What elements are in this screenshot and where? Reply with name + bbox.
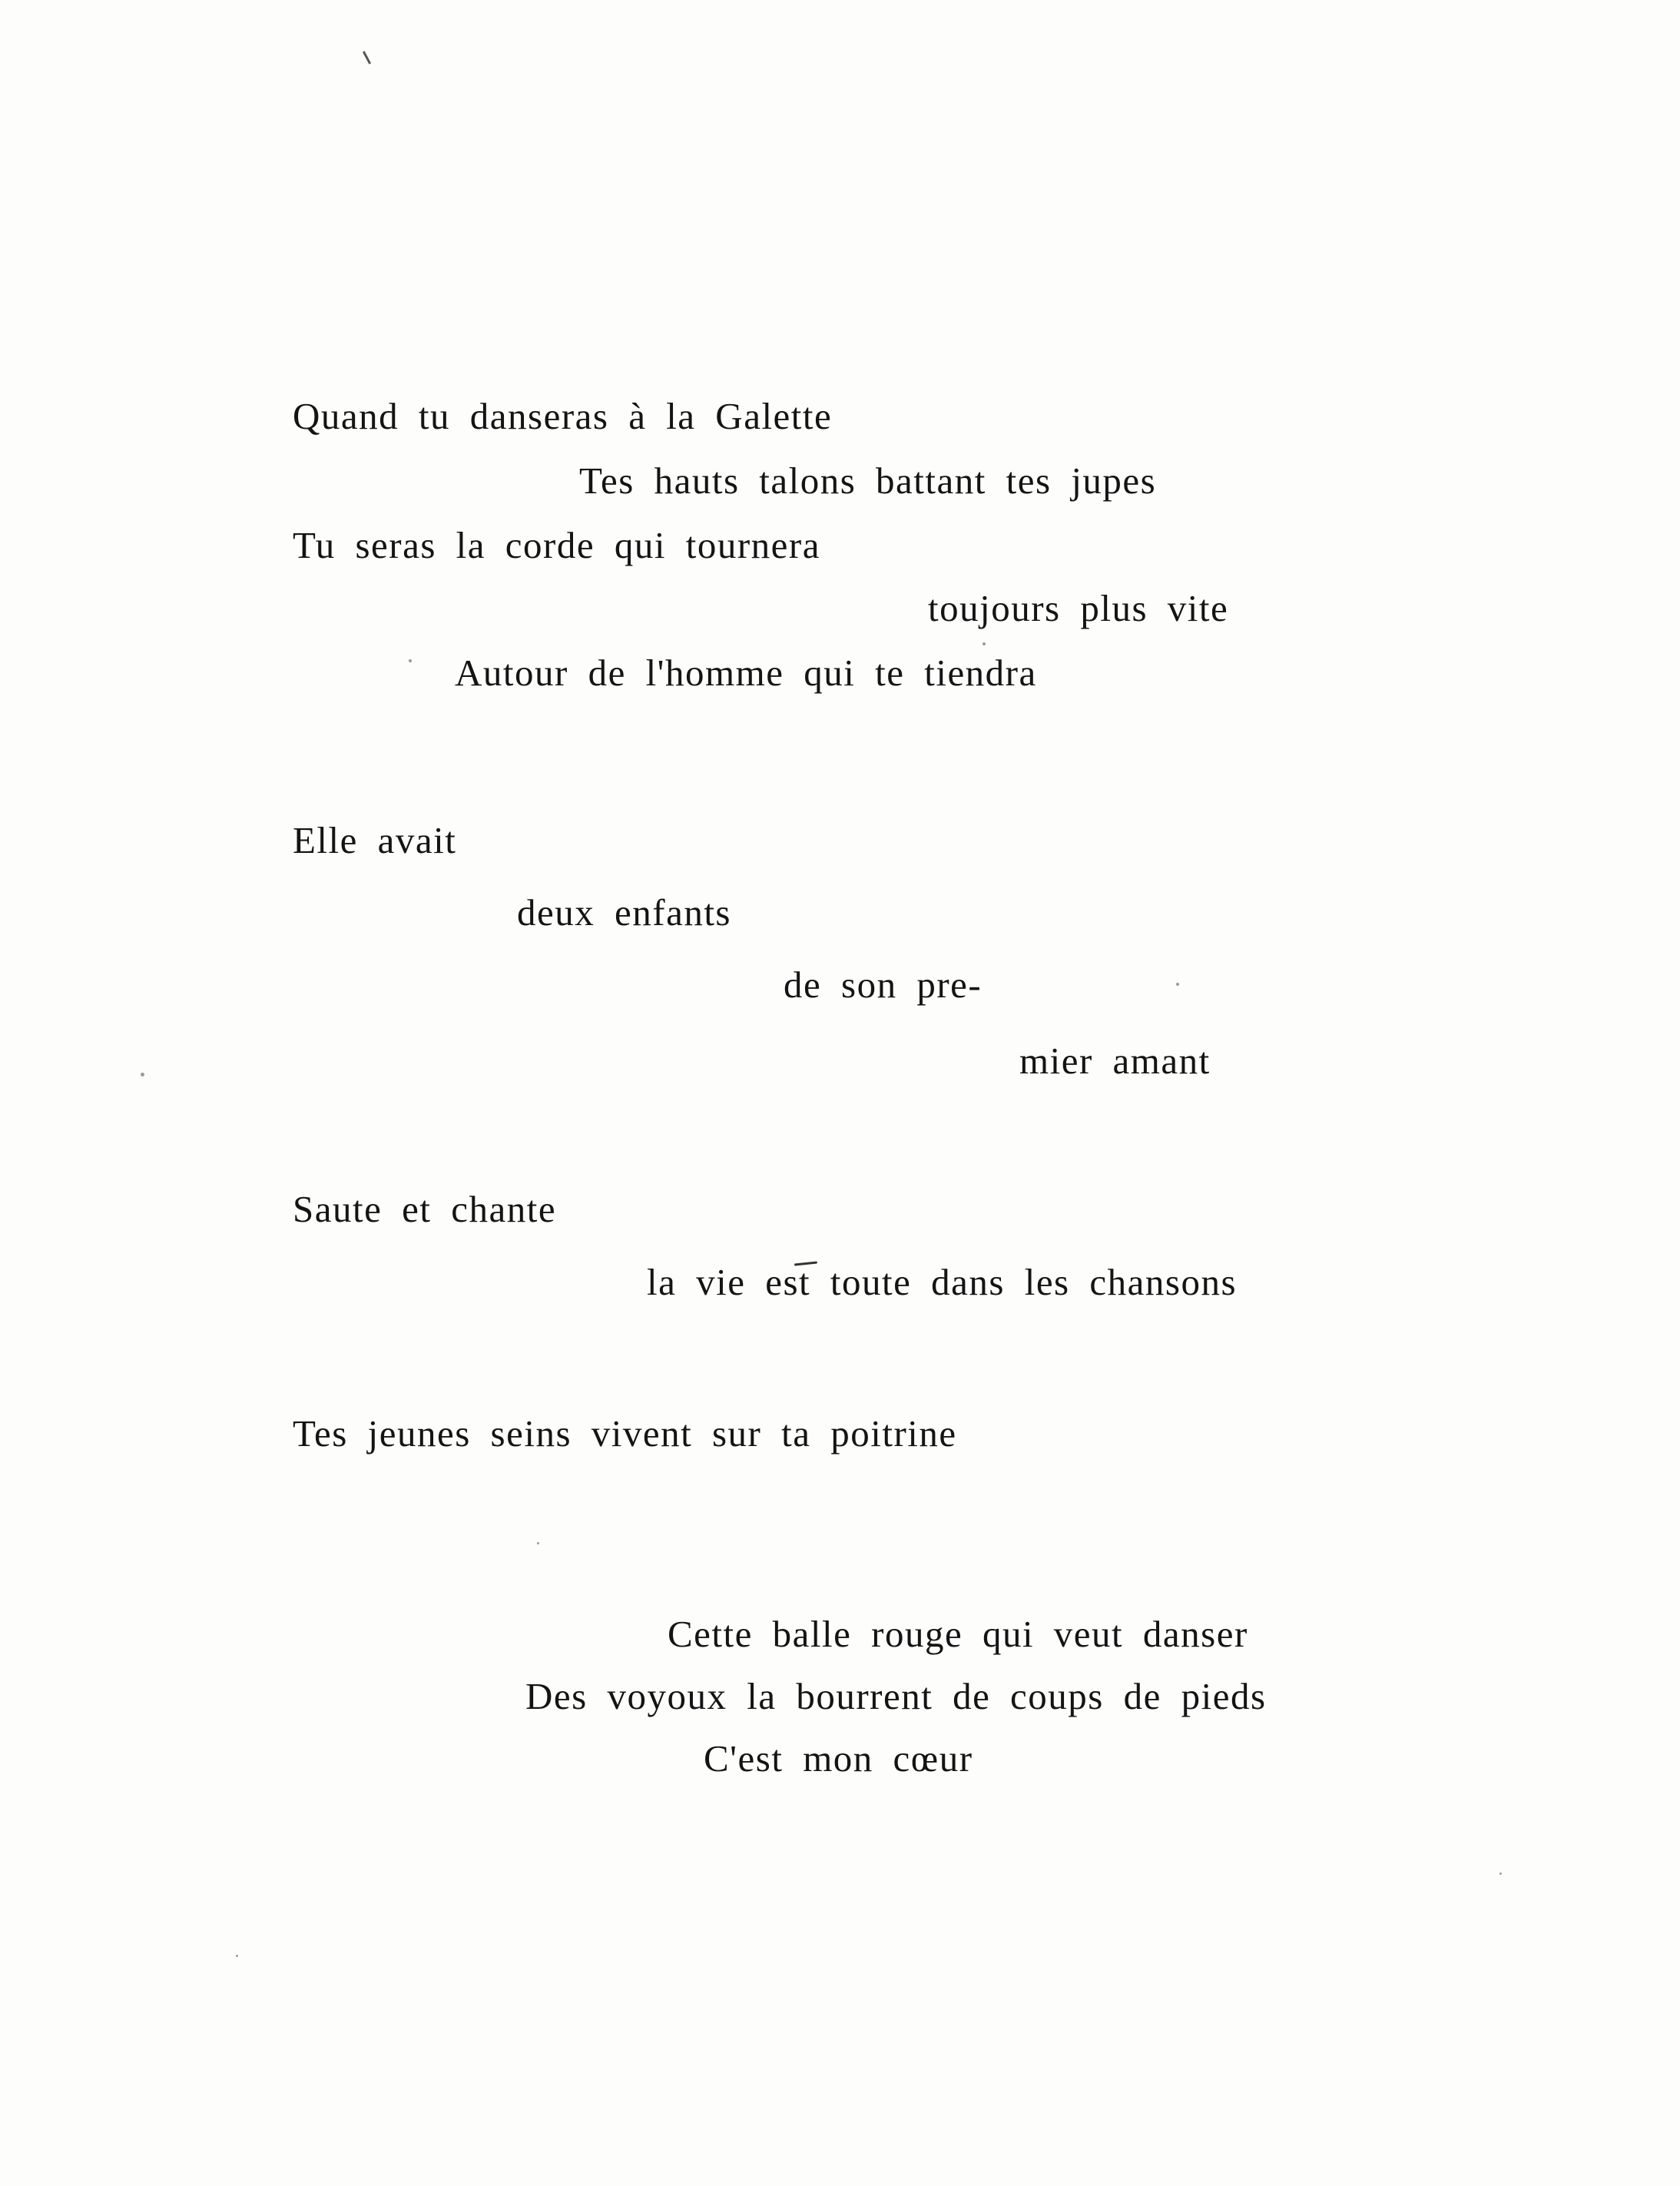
- poem-line: Autour de l'homme qui te tiendra: [455, 652, 1037, 694]
- poem-line: Elle avait: [293, 819, 457, 861]
- poem-line: Tes jeunes seins vivent sur ta poitrine: [293, 1412, 957, 1455]
- scan-speck: [982, 642, 986, 645]
- poem-line: Tu seras la corde qui tournera: [293, 524, 820, 566]
- scan-speck: [537, 1542, 539, 1544]
- poem-line: Tes hauts talons battant tes jupes: [579, 459, 1157, 502]
- scan-speck: [409, 659, 412, 662]
- scan-speck: [1176, 983, 1179, 986]
- poem-line: de son pre-: [784, 964, 982, 1006]
- poem-line: C'est mon cœur: [704, 1737, 973, 1780]
- poem-line: Cette balle rouge qui veut danser: [668, 1613, 1248, 1655]
- scan-mark: [363, 51, 371, 64]
- poem-line: Saute et chante: [293, 1188, 557, 1230]
- scan-speck: [1499, 1873, 1502, 1875]
- poem-line: deux enfants: [517, 891, 731, 934]
- scan-speck: [236, 1955, 238, 1957]
- scan-speck: [141, 1073, 144, 1076]
- poem-line: Quand tu danseras à la Galette: [293, 395, 833, 437]
- poem-line: Des voyoux la bourrent de coups de pieds: [525, 1675, 1267, 1717]
- poem-line: toujours plus vite: [928, 587, 1229, 629]
- poem-line: mier amant: [1019, 1040, 1211, 1082]
- poem-line: la vie est toute dans les chansons: [647, 1261, 1238, 1303]
